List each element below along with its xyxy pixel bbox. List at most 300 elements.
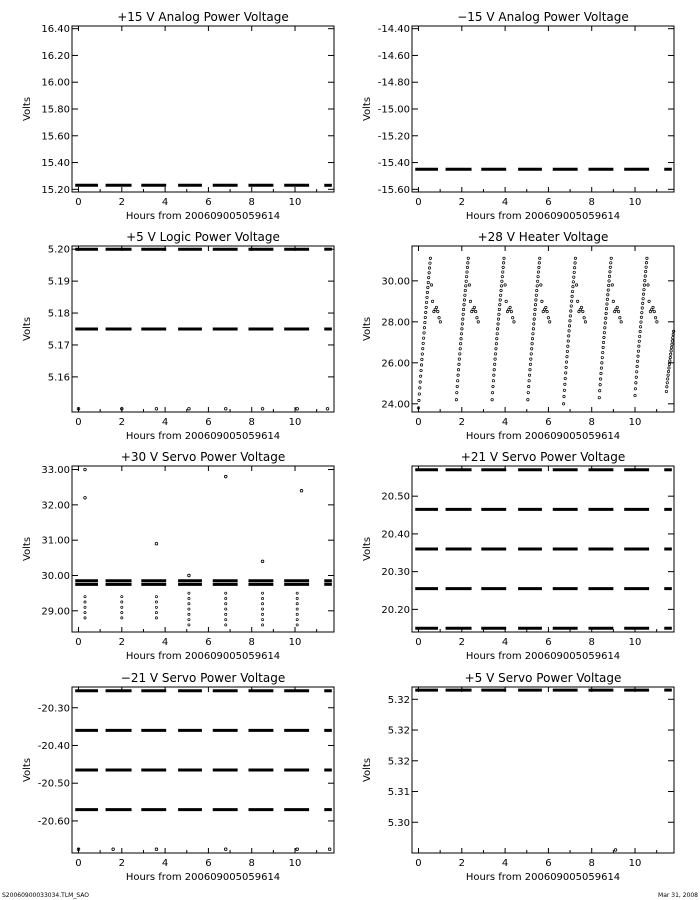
- data-point: [424, 316, 426, 318]
- data-point: [423, 332, 425, 334]
- x-axis-label: Hours from 200609005059614: [465, 651, 621, 662]
- data-point: [646, 257, 648, 259]
- data-point: [530, 348, 532, 350]
- plot-frame: [72, 466, 334, 632]
- y-axis-label: Volts: [22, 316, 33, 342]
- data-point: [225, 619, 227, 621]
- data-point: [423, 327, 425, 329]
- data-point: [462, 318, 464, 320]
- x-tick-label: 0: [415, 197, 422, 208]
- data-point: [491, 399, 493, 401]
- plot-frame: [412, 246, 674, 412]
- data-point: [598, 396, 600, 398]
- data-point: [468, 284, 470, 286]
- data-point: [419, 375, 421, 377]
- data-point: [428, 267, 430, 269]
- data-point: [608, 280, 610, 282]
- data-point: [572, 285, 574, 287]
- data-point: [639, 326, 641, 328]
- y-tick-label: 20.40: [381, 529, 410, 541]
- data-point: [652, 306, 654, 308]
- data-point: [505, 300, 507, 302]
- data-point: [564, 377, 566, 379]
- data-point: [188, 624, 190, 626]
- data-point: [504, 284, 506, 286]
- x-tick-label: 2: [118, 417, 125, 428]
- data-point: [501, 275, 503, 277]
- data-point: [499, 294, 501, 296]
- data-point: [419, 381, 421, 383]
- data-point: [666, 386, 668, 388]
- data-point: [497, 318, 499, 320]
- data-point: [532, 328, 534, 330]
- x-tick-label: 8: [588, 858, 595, 869]
- data-point: [536, 289, 538, 291]
- y-tick-label: 30.00: [381, 276, 410, 288]
- data-point: [477, 321, 479, 323]
- data-point: [667, 370, 669, 372]
- x-tick-label: 6: [545, 417, 552, 428]
- data-point: [568, 330, 570, 332]
- data-point: [635, 376, 637, 378]
- data-point: [502, 266, 504, 268]
- data-point: [112, 848, 115, 851]
- data-point: [535, 294, 537, 296]
- data-point: [188, 592, 190, 594]
- data-point: [535, 299, 537, 301]
- data-point: [546, 310, 548, 312]
- data-point: [600, 367, 602, 369]
- data-point: [570, 310, 572, 312]
- data-point: [545, 306, 547, 308]
- data-point: [474, 310, 476, 312]
- x-tick-label: 10: [288, 858, 302, 869]
- data-point: [121, 596, 123, 598]
- data-point: [420, 369, 422, 371]
- data-point: [563, 389, 565, 391]
- data-point: [84, 468, 87, 471]
- data-point: [644, 270, 646, 272]
- data-point: [224, 408, 227, 411]
- x-tick-label: 0: [75, 858, 82, 869]
- y-tick-label: 5.32: [387, 725, 410, 737]
- data-point: [584, 321, 586, 323]
- y-axis-label: Volts: [362, 536, 373, 562]
- data-point: [567, 335, 569, 337]
- data-point: [599, 383, 601, 385]
- data-point: [643, 288, 645, 290]
- data-point: [527, 391, 529, 393]
- x-tick-label: 2: [458, 858, 465, 869]
- data-point: [155, 601, 157, 603]
- data-point: [528, 380, 530, 382]
- data-point: [610, 262, 612, 264]
- x-tick-label: 10: [288, 637, 302, 648]
- chart-title: +21 V Servo Power Voltage: [460, 450, 626, 464]
- data-point: [224, 848, 227, 851]
- data-point: [225, 603, 227, 605]
- data-point: [464, 289, 466, 291]
- data-point: [606, 298, 608, 300]
- data-point: [491, 391, 493, 393]
- data-point: [531, 343, 533, 345]
- chart-panel-6: [362, 450, 674, 662]
- y-tick-label: 28.00: [381, 317, 410, 329]
- chart-panel-3: [22, 230, 334, 442]
- data-point: [609, 271, 611, 273]
- y-axis-label: Volts: [362, 316, 373, 342]
- data-point: [580, 306, 582, 308]
- plot-frame: [72, 26, 334, 192]
- chart-panel-2: [362, 10, 674, 222]
- data-point: [428, 272, 430, 274]
- data-point: [570, 305, 572, 307]
- data-point: [457, 369, 459, 371]
- x-tick-label: 4: [161, 197, 169, 208]
- data-point: [493, 363, 495, 365]
- data-point: [261, 624, 263, 626]
- data-point: [533, 323, 535, 325]
- data-point: [419, 387, 421, 389]
- x-tick-label: 10: [628, 637, 642, 648]
- data-point: [571, 295, 573, 297]
- y-tick-label: 5.31: [387, 787, 410, 799]
- x-tick-label: 10: [628, 858, 642, 869]
- x-tick-label: 4: [501, 637, 509, 648]
- y-tick-label: 15.20: [41, 184, 70, 196]
- data-point: [296, 597, 298, 599]
- y-tick-label: 5.16: [47, 372, 70, 384]
- data-point: [188, 574, 191, 577]
- y-tick-label: 15.60: [41, 131, 70, 143]
- x-tick-label: 4: [501, 197, 509, 208]
- data-point: [566, 355, 568, 357]
- data-point: [467, 257, 469, 259]
- y-tick-label: 31.00: [41, 535, 70, 547]
- y-tick-label: 24.00: [381, 399, 410, 411]
- data-point: [665, 390, 667, 392]
- data-point: [607, 284, 609, 286]
- data-point: [500, 289, 502, 291]
- data-point: [466, 266, 468, 268]
- data-point: [492, 385, 494, 387]
- data-point: [224, 475, 227, 478]
- data-point: [463, 303, 465, 305]
- data-point: [610, 257, 612, 259]
- data-point: [619, 317, 621, 319]
- data-point: [121, 601, 123, 603]
- data-point: [464, 294, 466, 296]
- data-point: [534, 308, 536, 310]
- y-tick-label: 33.00: [41, 465, 70, 477]
- data-point: [528, 374, 530, 376]
- data-point: [456, 385, 458, 387]
- data-point: [648, 300, 650, 302]
- data-point: [583, 317, 585, 319]
- data-point: [569, 320, 571, 322]
- data-point: [296, 619, 298, 621]
- data-point: [671, 340, 673, 342]
- data-point: [538, 262, 540, 264]
- data-point: [606, 303, 608, 305]
- data-point: [638, 340, 640, 342]
- data-point: [296, 603, 298, 605]
- data-point: [573, 271, 575, 273]
- data-point: [617, 310, 619, 312]
- data-point: [427, 281, 429, 283]
- y-tick-label: -15.40: [377, 158, 410, 170]
- data-point: [499, 303, 501, 305]
- data-point: [494, 358, 496, 360]
- data-point: [438, 317, 440, 319]
- data-point: [121, 611, 123, 613]
- y-tick-label: 5.19: [47, 276, 70, 288]
- data-point: [418, 399, 420, 401]
- data-point: [458, 363, 460, 365]
- data-point: [428, 276, 430, 278]
- data-point: [669, 356, 671, 358]
- data-point: [537, 271, 539, 273]
- data-point: [418, 393, 420, 395]
- data-point: [495, 343, 497, 345]
- data-point: [513, 321, 515, 323]
- data-point: [84, 611, 86, 613]
- data-point: [261, 613, 263, 615]
- data-point: [188, 603, 190, 605]
- x-tick-label: 8: [248, 197, 255, 208]
- data-point: [620, 321, 622, 323]
- data-point: [462, 313, 464, 315]
- data-point: [573, 276, 575, 278]
- data-point: [498, 308, 500, 310]
- data-point: [608, 275, 610, 277]
- x-tick-label: 8: [248, 858, 255, 869]
- data-point: [429, 257, 431, 259]
- data-point: [642, 293, 644, 295]
- data-point: [536, 285, 538, 287]
- data-point: [645, 266, 647, 268]
- data-point: [421, 353, 423, 355]
- data-point: [564, 372, 566, 374]
- data-point: [460, 333, 462, 335]
- data-point: [562, 403, 564, 405]
- data-point: [637, 355, 639, 357]
- data-point: [642, 298, 644, 300]
- data-point: [225, 608, 227, 610]
- data-point: [225, 624, 227, 626]
- data-point: [188, 619, 190, 621]
- data-point: [425, 311, 427, 313]
- chart-panel-5: [22, 450, 334, 662]
- data-point: [188, 597, 190, 599]
- x-tick-label: 8: [588, 197, 595, 208]
- y-tick-label: -20.30: [37, 703, 70, 715]
- data-point: [456, 391, 458, 393]
- data-point: [225, 592, 227, 594]
- data-point: [570, 300, 572, 302]
- y-tick-label: 5.18: [47, 308, 70, 320]
- data-point: [634, 394, 636, 396]
- data-point: [538, 266, 540, 268]
- data-point: [636, 371, 638, 373]
- x-tick-label: 6: [205, 858, 212, 869]
- data-point: [573, 266, 575, 268]
- data-point: [155, 611, 157, 613]
- data-point: [498, 313, 500, 315]
- x-tick-label: 6: [545, 637, 552, 648]
- data-point: [541, 300, 543, 302]
- y-axis-label: Volts: [22, 96, 33, 122]
- data-point: [462, 308, 464, 310]
- y-tick-label: 16.00: [41, 77, 70, 89]
- data-point: [527, 399, 529, 401]
- chart-title: +5 V Logic Power Voltage: [126, 230, 280, 244]
- data-point: [84, 596, 86, 598]
- y-tick-label: -14.80: [377, 77, 410, 89]
- data-point: [604, 317, 606, 319]
- data-point: [575, 284, 577, 286]
- data-point: [614, 849, 617, 852]
- data-point: [603, 331, 605, 333]
- data-point: [540, 284, 542, 286]
- data-point: [155, 542, 158, 545]
- data-point: [463, 299, 465, 301]
- y-tick-label: 5.17: [47, 340, 70, 352]
- x-tick-label: 2: [118, 197, 125, 208]
- x-axis-label: Hours from 200609005059614: [465, 211, 621, 222]
- data-point: [636, 360, 638, 362]
- x-axis-label: Hours from 200609005059614: [125, 211, 281, 222]
- data-point: [600, 372, 602, 374]
- x-tick-label: 4: [501, 417, 509, 428]
- data-point: [155, 617, 157, 619]
- data-point: [668, 363, 670, 365]
- data-point: [493, 369, 495, 371]
- data-point: [422, 342, 424, 344]
- data-point: [654, 317, 656, 319]
- data-point: [460, 338, 462, 340]
- chart-title: +28 V Heater Voltage: [477, 230, 609, 244]
- x-tick-label: 0: [415, 858, 422, 869]
- data-point: [261, 603, 263, 605]
- data-point: [261, 608, 263, 610]
- data-point: [645, 262, 647, 264]
- data-point: [549, 321, 551, 323]
- data-point: [425, 301, 427, 303]
- chart-title: −15 V Analog Power Voltage: [457, 10, 629, 24]
- x-tick-label: 0: [415, 417, 422, 428]
- data-point: [639, 330, 641, 332]
- data-point: [509, 306, 511, 308]
- data-point: [638, 345, 640, 347]
- x-axis-label: Hours from 200609005059614: [465, 431, 621, 442]
- data-point: [84, 606, 86, 608]
- x-tick-label: 6: [205, 417, 212, 428]
- chart-title: +15 V Analog Power Voltage: [117, 10, 289, 24]
- data-point: [653, 310, 655, 312]
- data-point: [296, 848, 299, 851]
- y-tick-label: 29.00: [41, 606, 70, 618]
- data-point: [603, 336, 605, 338]
- x-axis-label: Hours from 200609005059614: [125, 651, 281, 662]
- data-point: [496, 333, 498, 335]
- data-point: [537, 275, 539, 277]
- x-tick-label: 4: [161, 417, 169, 428]
- data-point: [666, 382, 668, 384]
- data-point: [666, 378, 668, 380]
- data-point: [572, 281, 574, 283]
- data-point: [569, 315, 571, 317]
- data-point: [571, 290, 573, 292]
- x-axis-label: Hours from 200609005059614: [125, 431, 281, 442]
- data-point: [539, 257, 541, 259]
- data-point: [574, 257, 576, 259]
- y-tick-label: -15.00: [377, 104, 410, 116]
- data-point: [667, 374, 669, 376]
- data-point: [501, 280, 503, 282]
- x-tick-label: 10: [288, 197, 302, 208]
- chart-panel-1: [22, 10, 334, 222]
- data-point: [497, 323, 499, 325]
- x-tick-label: 10: [288, 417, 302, 428]
- data-point: [431, 300, 433, 302]
- data-point: [422, 347, 424, 349]
- data-point: [576, 300, 578, 302]
- x-tick-label: 2: [118, 637, 125, 648]
- data-point: [565, 366, 567, 368]
- y-axis-label: Volts: [362, 96, 373, 122]
- data-point: [455, 399, 457, 401]
- y-axis-label: Volts: [362, 757, 373, 783]
- y-tick-label: 20.50: [381, 491, 410, 503]
- data-point: [605, 312, 607, 314]
- y-tick-label: 15.80: [41, 104, 70, 116]
- x-tick-label: 4: [161, 858, 169, 869]
- y-tick-label: 20.30: [381, 567, 410, 579]
- y-tick-label: 26.00: [381, 358, 410, 370]
- chart-panel-8: [362, 671, 674, 883]
- data-point: [458, 358, 460, 360]
- data-point: [420, 364, 422, 366]
- data-point: [476, 317, 478, 319]
- x-tick-label: 2: [458, 637, 465, 648]
- y-axis-label: Volts: [22, 757, 33, 783]
- data-point: [531, 338, 533, 340]
- data-point: [534, 303, 536, 305]
- data-point: [426, 296, 428, 298]
- data-point: [527, 385, 529, 387]
- data-point: [547, 317, 549, 319]
- chart-title: +5 V Servo Power Voltage: [464, 671, 622, 685]
- data-point: [564, 383, 566, 385]
- data-point: [640, 316, 642, 318]
- data-point: [435, 306, 437, 308]
- data-point: [261, 408, 264, 411]
- data-point: [671, 343, 673, 345]
- data-point: [457, 374, 459, 376]
- data-point: [567, 345, 569, 347]
- data-point: [225, 613, 227, 615]
- data-point: [656, 321, 658, 323]
- data-point: [511, 317, 513, 319]
- data-point: [465, 275, 467, 277]
- data-point: [495, 348, 497, 350]
- data-point: [121, 606, 123, 608]
- data-point: [296, 624, 298, 626]
- data-point: [459, 348, 461, 350]
- data-point: [427, 286, 429, 288]
- data-point: [469, 300, 471, 302]
